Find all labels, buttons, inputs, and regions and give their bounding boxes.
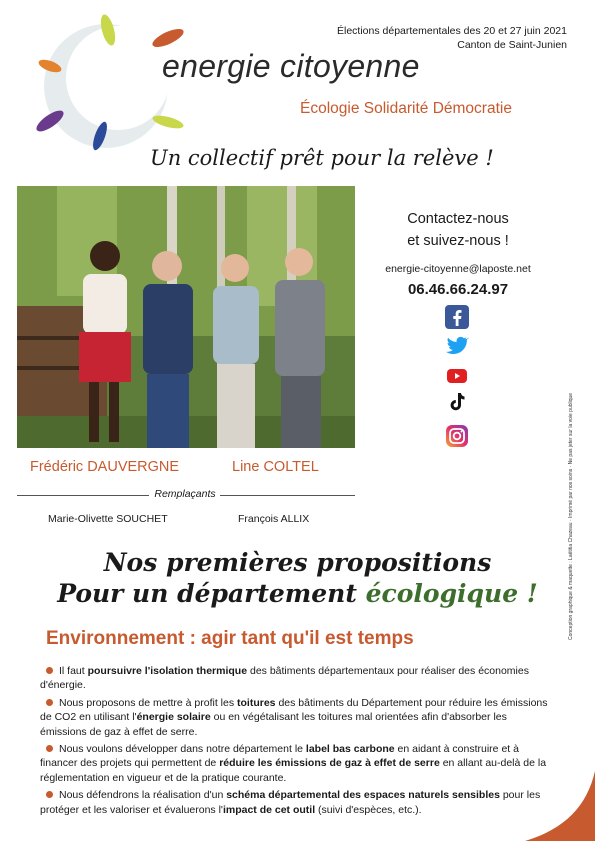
elections-canton: Canton de Saint-Junien [457,39,567,51]
propositions-heading-line1: Nos premières propositions [103,548,492,577]
substitute-name-2: François ALLIX [238,513,310,525]
bullet-icon [46,791,53,798]
brand-subtitle: Écologie Solidarité Démocratie [300,100,512,117]
list-item: Il faut poursuivre l'isolation thermique des bâtiments départementaux pour réaliser des économies d'énergie. [40,665,529,692]
propositions-heading-accent: écologique ! [365,579,538,608]
substitute-name-1: Marie-Olivette SOUCHET [48,513,168,525]
bullet-icon [46,667,53,674]
divider [220,495,355,496]
bullet-list [40,664,556,820]
contact-heading [372,208,544,252]
print-credits: Conception graphique & maquette : Laëtitia Chazeau · Imprimé par nos soins · Ne pas jeter sur la voie publique [568,392,574,640]
group-photo [17,186,355,448]
instagram-icon[interactable] [445,424,469,448]
phone-number[interactable]: 06.46.66.24.97 [407,281,509,298]
bullet-icon [46,699,53,706]
contact-line2: et suivez-nous ! [407,233,509,249]
facebook-icon[interactable] [445,305,469,329]
corner-decoration [525,771,595,841]
brand-name: energie citoyenne [162,48,420,84]
candidate-name-1: Frédéric DAUVERGNE [30,459,180,475]
candidate-name-2: Line COLTEL [232,459,319,475]
section-title-environment: Environnement : agir tant qu'il est temps [46,628,414,649]
tiktok-icon[interactable] [445,390,469,414]
list-item: Nous voulons développer dans notre département le label bas carbone en aidant à construire et à financer des projets qui permettent de réduire les émissions de gaz à effet de serre en allant au-delà de la réglementation en vigueur et de la pratique courante. [40,743,547,784]
substitutes-label: Remplaçants [154,488,216,500]
contact-line1: Contactez-nous [407,211,509,227]
divider [17,495,149,496]
propositions-heading-text: Pour un département [57,579,366,608]
list-item: Nous défendrons la réalisation d'un schéma départemental des espaces naturels sensibles pour les protéger et les valoriser et évaluerons l'impact de cet outil (suivi d'espèces, etc.). [40,789,541,816]
list-item: Nous proposons de mettre à profit les toitures des bâtiments du Département pour réduire les émissions de CO2 en utilisant l'énergie solaire ou en végétalisant les toitures mal orientées afin d'absorber les émissions de gaz à effet de serre. [40,696,548,738]
propositions-heading-line2 [0,579,595,608]
twitter-icon[interactable] [445,333,469,357]
tagline: Un collectif prêt pour la relève ! [150,146,494,170]
email-link[interactable]: energie-citoyenne@laposte.net [385,263,531,275]
youtube-icon[interactable] [445,364,469,388]
bullet-icon [46,745,53,752]
elections-info [337,24,567,52]
elections-dates: Élections départementales des 20 et 27 juin 2021 [337,25,567,37]
